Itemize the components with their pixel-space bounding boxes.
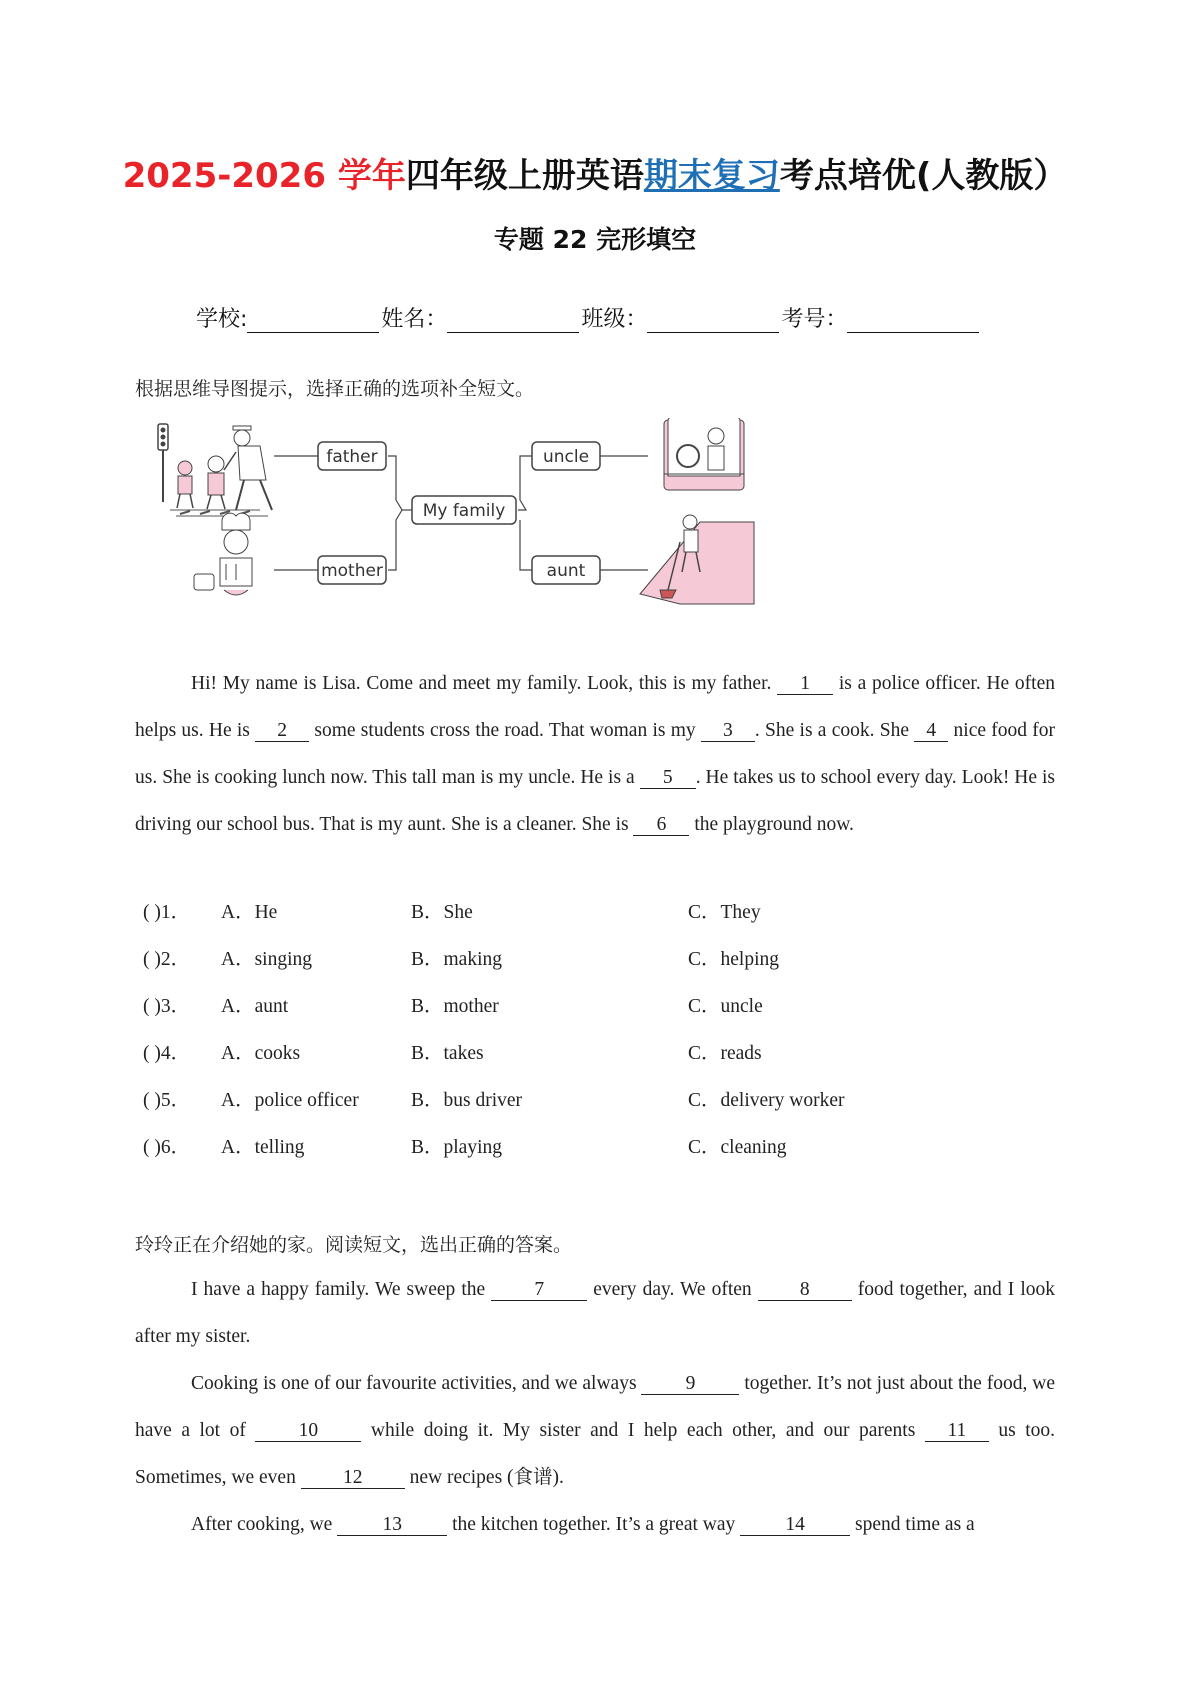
blank-3[interactable]: 3 [701,721,755,742]
traffic-crossing-illustration [158,424,272,516]
passage2-text: new recipes (食谱). [404,1467,564,1488]
passage1-text: is a police officer. He often helps us. He is [135,673,1055,741]
section1-instruction: 根据思维导图提示，选择正确的选项补全短文。 [135,378,535,400]
school-blank[interactable] [247,310,379,333]
passage2-text: every day. We often [587,1279,758,1300]
class-label: 班级： [581,307,648,332]
option-a[interactable]: A．He [221,902,278,923]
bus-driver-illustration [664,418,744,490]
option-a[interactable]: A．police officer [221,1090,359,1111]
passage2-text: I have a happy family. We sweep the [191,1279,492,1300]
passage2-text: together. It’s not just about the food, we have a lot of [135,1373,1055,1441]
option-b[interactable]: B．takes [411,1043,484,1064]
option-c[interactable]: C．uncle [688,996,763,1017]
blank-4[interactable]: 4 [914,721,948,742]
option-b[interactable]: B．mother [411,996,499,1017]
blank-1[interactable]: 1 [777,674,833,695]
option-c[interactable]: C．reads [688,1043,762,1064]
node-my-family [412,496,516,524]
name-blank[interactable] [447,310,579,333]
blank-5[interactable]: 5 [640,768,696,789]
passage1-text: . She is a cook. She [754,720,915,741]
node-aunt [532,556,600,584]
node-father-label: father [326,447,378,467]
blank-13[interactable]: 13 [337,1515,447,1536]
cleaner-illustration [640,515,754,604]
name-label: 姓名： [381,307,448,332]
question-number: ( )5． [143,1090,191,1111]
chef-illustration [194,513,252,595]
node-uncle-label: uncle [542,447,590,467]
section2-instruction: 玲玲正在介绍她的家。阅读短文，选出正确的答案。 [135,1234,573,1256]
node-my-family-label: My family [422,501,506,521]
title-review-link[interactable]: 期末复习 [643,156,780,196]
option-b[interactable]: B．making [411,949,502,970]
title-year: 2025-2026 学年 [122,156,406,196]
exam-no-blank[interactable] [847,310,979,333]
document-subtitle: 专题 22 完形填空 [493,225,697,254]
title-grade: 四年级上册英语 [405,156,644,196]
option-a[interactable]: A．cooks [221,1043,301,1064]
option-c[interactable]: C．delivery worker [688,1090,845,1111]
option-b[interactable]: B．playing [411,1137,502,1158]
node-uncle [532,442,600,470]
document-title [0,148,1190,197]
passage-1 [135,660,1055,848]
passage2-text: spend time as a [850,1514,975,1535]
option-c[interactable]: C．cleaning [688,1137,787,1158]
option-b[interactable]: B．She [411,902,473,923]
passage-2 [135,1266,1055,1548]
title-edition: 考点培优(人教版） [779,156,1068,196]
question-row [143,1037,762,1084]
passage2-text: while doing it. My sister and I help each other, and our parents [361,1420,925,1441]
passage1-text: the playground now. [689,814,854,835]
question-row [143,990,763,1037]
passage1-text: nice food for us. She is cooking lunch now. This tall man is my uncle. He is a [135,720,1055,788]
question-row [143,1131,787,1178]
option-c[interactable]: C．They [688,902,761,923]
question-row [143,896,761,943]
question-list [143,896,845,1178]
blank-7[interactable]: 7 [491,1280,587,1301]
node-mother-label: mother [321,561,383,581]
class-blank[interactable] [647,310,779,333]
node-mother [318,556,386,584]
node-father [318,442,386,470]
blank-12[interactable]: 12 [301,1468,405,1489]
blank-10[interactable]: 10 [255,1421,361,1442]
passage1-text: . He takes us to school every day. Look! He is driving our school bus. That is my aunt. She is a cleaner. She is [135,767,1056,835]
node-aunt-label: aunt [546,561,586,581]
option-a[interactable]: A．singing [221,949,313,970]
student-info-row [196,302,981,333]
passage2-text: After cooking, we [191,1514,338,1535]
passage1-text: Hi! My name is Lisa. Come and meet my family. Look, this is my father. [191,673,778,694]
option-c[interactable]: C．helping [688,949,779,970]
question-number: ( )1． [143,902,191,923]
question-row [143,943,779,990]
option-a[interactable]: A．aunt [221,996,289,1017]
blank-2[interactable]: 2 [255,721,309,742]
passage2-text: us too. Sometimes, we even [135,1420,1055,1488]
passage2-text: food together, and I look after my sister. [135,1279,1055,1347]
blank-14[interactable]: 14 [740,1515,850,1536]
school-label: 学校: [196,307,248,332]
blank-8[interactable]: 8 [758,1280,852,1301]
option-b[interactable]: B．bus driver [411,1090,523,1111]
passage1-text: some students cross the road. That woman is my [309,720,701,741]
option-a[interactable]: A．telling [221,1137,305,1158]
question-number: ( )4． [143,1043,191,1064]
question-number: ( )3． [143,996,191,1017]
blank-11[interactable]: 11 [925,1421,989,1442]
blank-9[interactable]: 9 [641,1374,739,1395]
exam-no-label: 考号： [781,307,848,332]
passage2-text: Cooking is one of our favourite activities, and we always [191,1373,642,1394]
question-number: ( )6． [143,1137,191,1158]
blank-6[interactable]: 6 [633,815,689,836]
passage2-text: the kitchen together. It’s a great way [447,1514,741,1535]
question-number: ( )2． [143,949,191,970]
question-row [143,1084,845,1131]
family-mind-map [140,418,820,648]
